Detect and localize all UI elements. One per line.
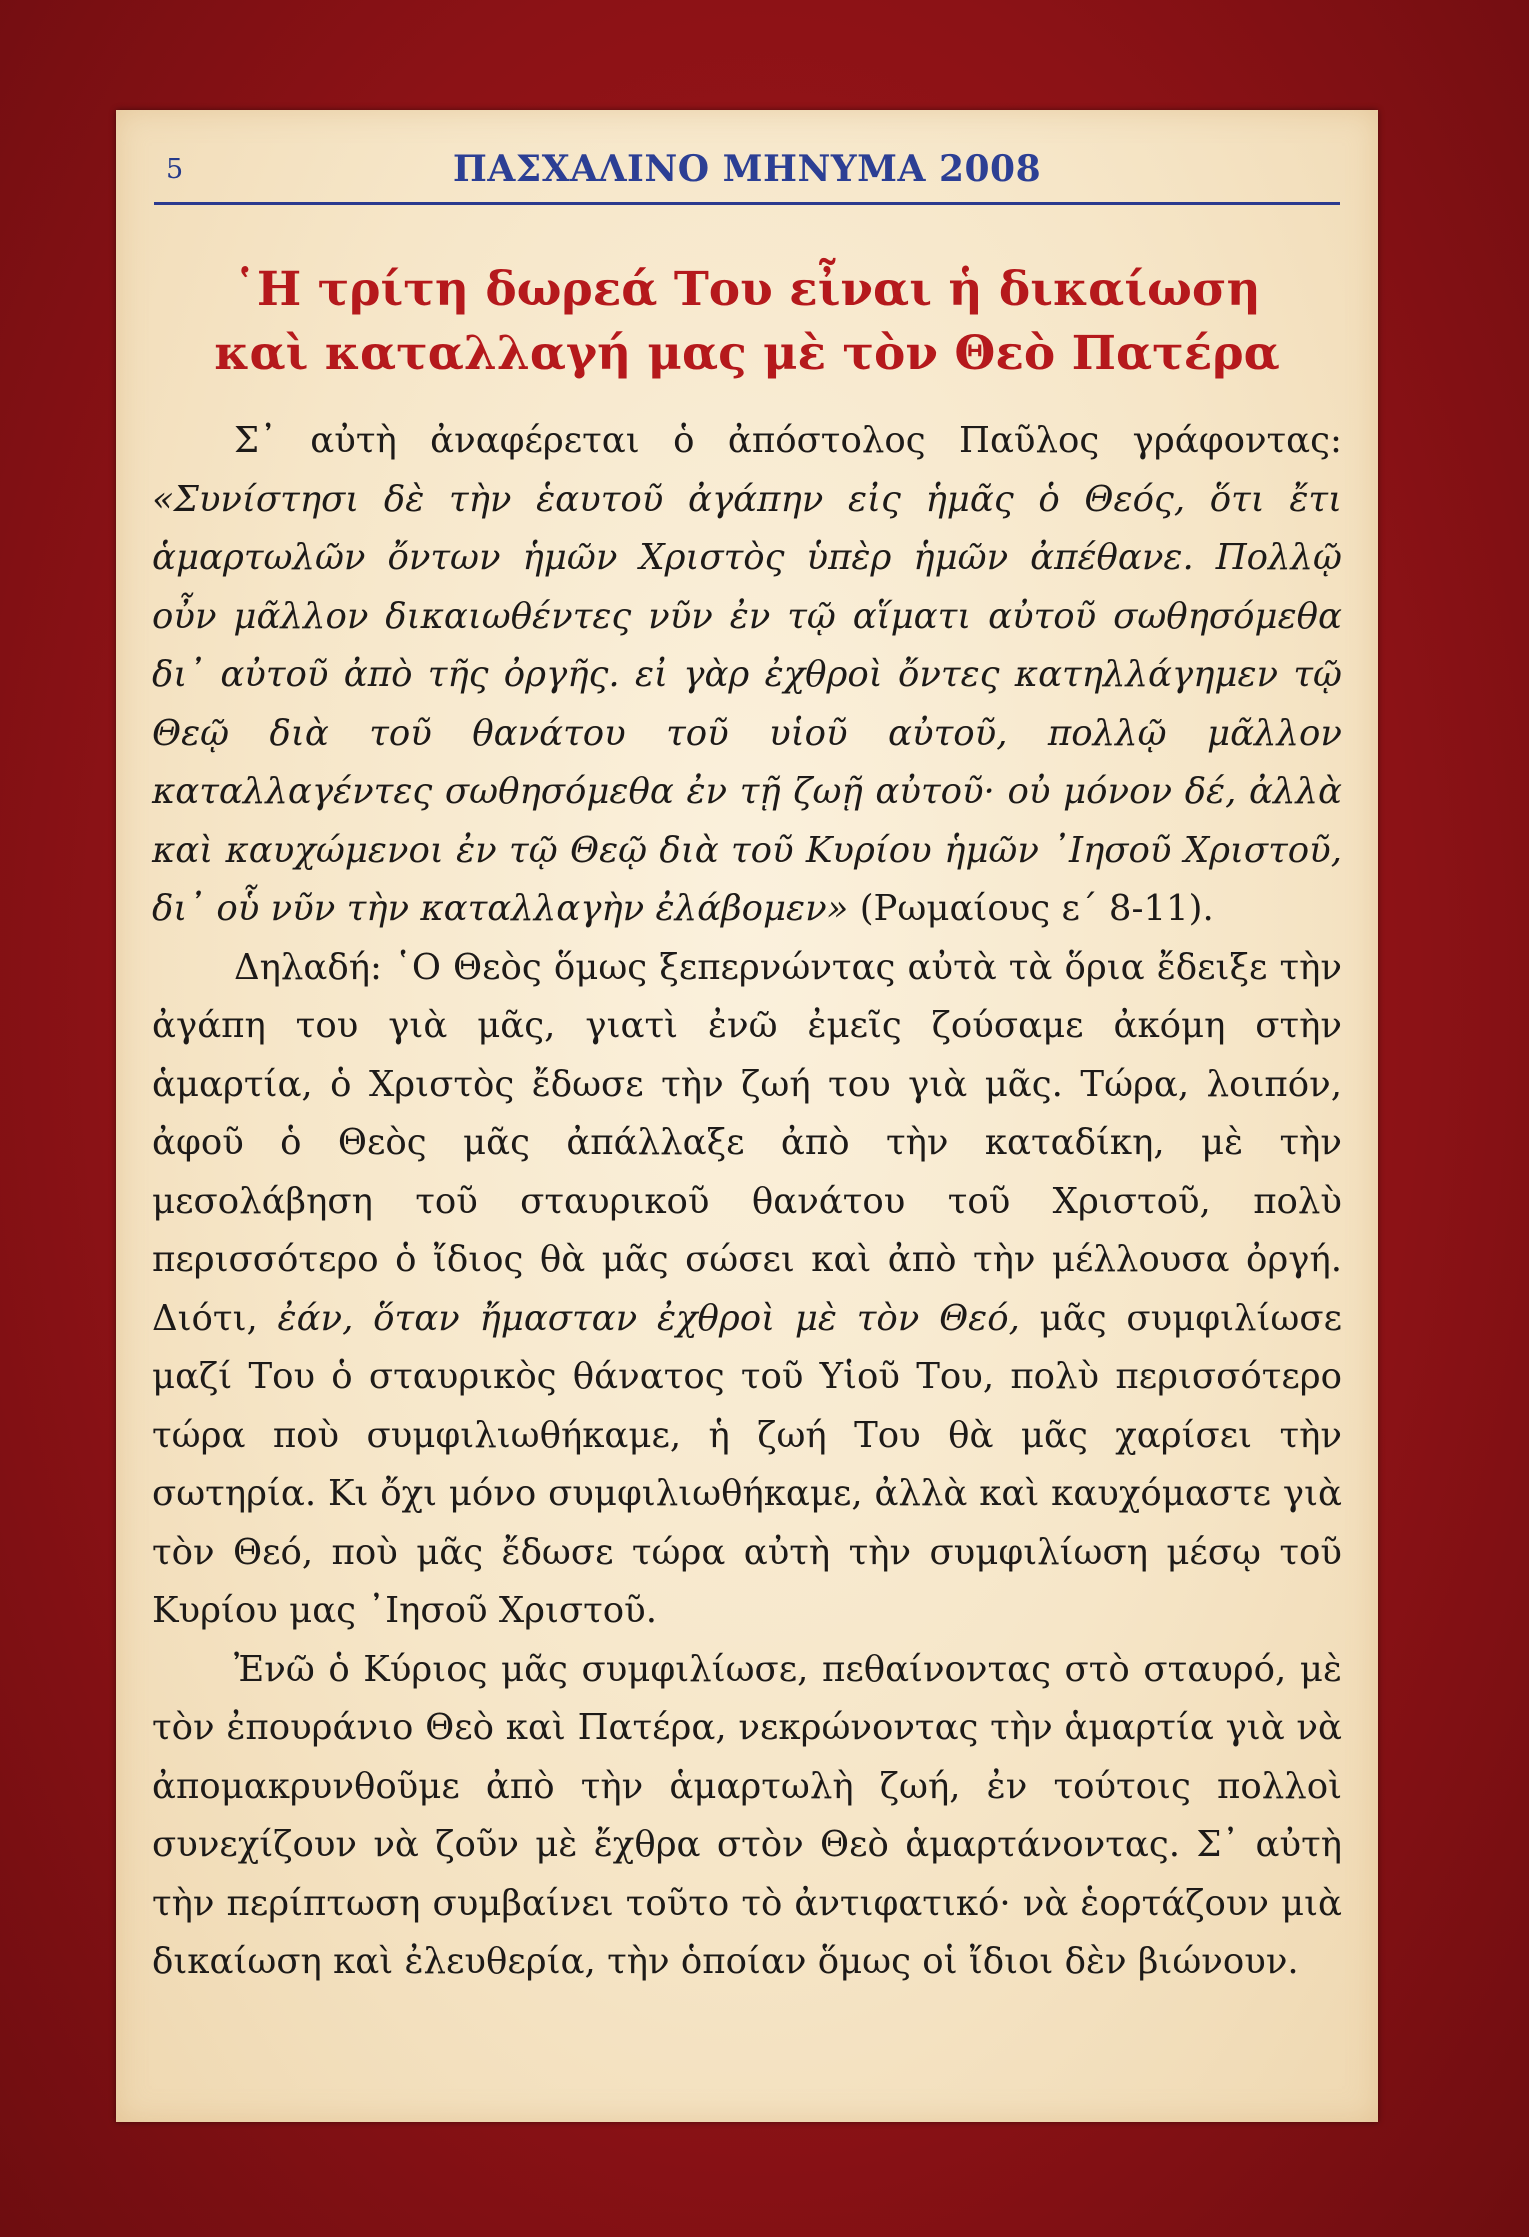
paragraph-2-end: μᾶς συμφιλίωσε μαζί Του ὁ σταυρικὸς θάνατος τοῦ Υἱοῦ Του, πολὺ περισσότερο τώρα ποὺ συμφιλιωθήκαμε, ἡ ζωή Του θὰ μᾶς χαρίσει τὴν σωτηρία. Κι ὄχι μόνο συμφιλιωθήκαμε, ἀλλὰ καὶ καυχόμαστε γιὰ τὸν Θεό, ποὺ μᾶς ἔδωσε τώρα αὐτὴ τὴν συμφιλίωση μέσῳ τοῦ Κυρίου μας ᾿Ιησοῦ Χριστοῦ. bbox=[152, 1297, 1342, 1631]
scripture-quote: «Συνίστησι δὲ τὴν ἑαυτοῦ ἀγάπην εἰς ἡμᾶς ὁ Θεός, ὅτι ἔτι ἁμαρτωλῶν ὄντων ἡμῶν Χριστὸς ὑπὲρ ἡμῶν ἀπέθανε. Πολλῷ οὖν μᾶλλον δικαιωθέντες νῦν ἐν τῷ αἵματι αὐτοῦ σωθησόμεθα δι᾿ αὐτοῦ ἀπὸ τῆς ὀργῆς. εἰ γὰρ ἐχθροὶ ὄντες κατηλλάγημεν τῷ Θεῷ διὰ τοῦ θανάτου τοῦ υἱοῦ αὐτοῦ, πολλῷ μᾶλλον καταλλαγέντες σωθησόμεθα ἐν τῇ ζωῇ αὐτοῦ· οὐ μόνον δέ, ἀλλὰ καὶ καυχώμενοι ἐν τῷ Θεῷ διὰ τοῦ Κυρίου ἡμῶν ᾿Ιησοῦ Χριστοῦ, δι᾿ οὗ νῦν τὴν καταλλαγὴν ἐλάβομεν» bbox=[152, 478, 1342, 929]
paragraph-2-start: Δηλαδή: ῾Ο Θεὸς ὅμως ξεπερνώντας αὐτὰ τὰ ὅρια ἔδειξε τὴν ἀγάπη του γιὰ μᾶς, γιατὶ ἐνῶ ἐμεῖς ζούσαμε ἀκόμη στὴν ἁμαρτία, ὁ Χριστὸς ἔδωσε τὴν ζωή του γιὰ μᾶς. Τώρα, λοιπόν, ἀφοῦ ὁ Θεὸς μᾶς ἀπάλλαξε ἀπὸ τὴν καταδίκη, μὲ τὴν μεσολάβηση τοῦ σταυρικοῦ θανάτου τοῦ Χριστοῦ, πολὺ περισσότερο ὁ ἴδιος θὰ μᾶς σώσει καὶ ἀπὸ τὴν μέλλουσα ὀργή. Διότι, bbox=[152, 946, 1342, 1339]
running-title: ΠΑΣΧΑΛΙΝΟ ΜΗΝΥΜΑ 2008 bbox=[452, 148, 1042, 190]
section-title-line-1: ῾Η τρίτη δωρεά Του εἶναι ἡ δικαίωση bbox=[233, 262, 1261, 317]
paragraph-1 bbox=[152, 412, 1342, 939]
section-title bbox=[116, 258, 1378, 386]
paragraph-3: Ἐνῶ ὁ Κύριος μᾶς συμφιλίωσε, πεθαίνοντας στὸ σταυρό, μὲ τὸν ἐπουράνιο Θεὸ καὶ Πατέρα, νεκρώνοντας τὴν ἁμαρτία γιὰ νὰ ἀπομακρυνθοῦμε ἀπὸ τὴν ἁμαρτωλὴ ζωή, ἐν τούτοις πολλοὶ συνεχίζουν νὰ ζοῦν μὲ ἔχθρα στὸν Θεὸ ἁμαρτάνοντας. Σ᾿ αὐτὴ τὴν περίπτωση συμβαίνει τοῦτο τὸ ἀντιφατικό· νὰ ἑορτάζουν μιὰ δικαίωση καὶ ἐλευθερία, τὴν ὁποίαν ὅμως οἱ ἴδιοι δὲν βιώνουν. bbox=[152, 1648, 1342, 1982]
scripture-reference: (Ρωμαίους ε΄ 8-11). bbox=[848, 888, 1214, 929]
paragraph-2 bbox=[152, 939, 1342, 1641]
page-header bbox=[154, 140, 1340, 205]
page-sheet bbox=[116, 110, 1378, 2122]
body-text bbox=[152, 412, 1342, 1992]
paragraph-1-intro: Σ᾿ αὐτὴ ἀναφέρεται ὁ ἀπόστολος Παῦλος γράφοντας: bbox=[234, 420, 1342, 461]
section-title-line-2: καὶ καταλλαγή μας μὲ τὸν Θεὸ Πατέρα bbox=[214, 326, 1280, 381]
page-number: 5 bbox=[166, 154, 184, 185]
paragraph-2-italic: ἐάν, ὅταν ἤμασταν ἐχθροὶ μὲ τὸν Θεό, bbox=[277, 1297, 1020, 1339]
